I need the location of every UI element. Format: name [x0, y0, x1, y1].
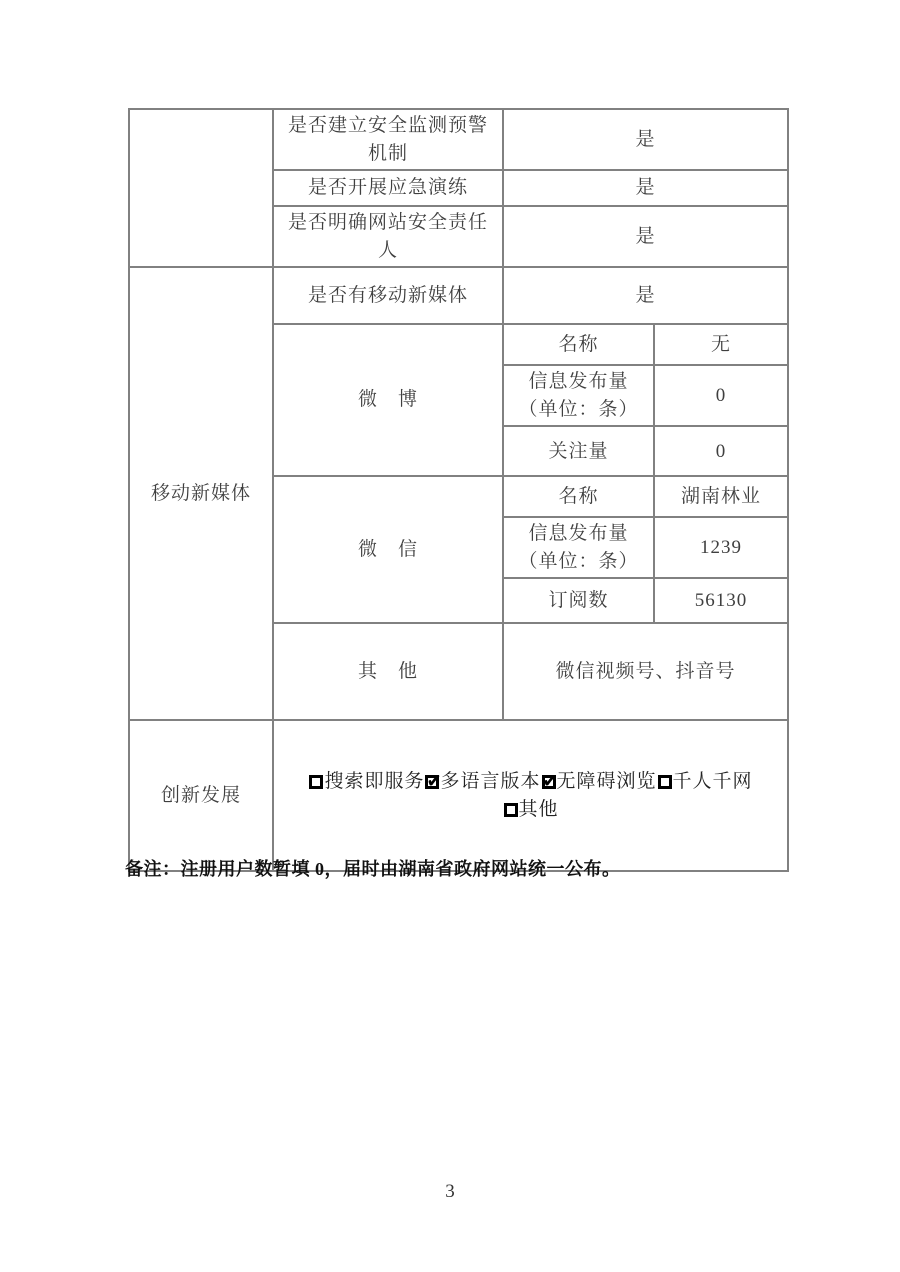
other-media-label: 其 他	[273, 623, 503, 720]
table-row	[129, 109, 788, 170]
checkbox-label: 无障碍浏览	[556, 771, 657, 793]
checkbox-checked-icon	[425, 775, 439, 789]
weibo-name-label: 名称	[503, 324, 654, 365]
security-officer-value: 是	[503, 206, 788, 267]
wechat-name-value: 湖南林业	[654, 476, 788, 517]
has-mobile-media-value: 是	[503, 267, 788, 324]
wechat-posts-value: 1239	[654, 517, 788, 578]
category-cell-innovation: 创新发展	[129, 720, 273, 871]
weibo-posts-label	[503, 365, 654, 426]
wechat-posts-label-line1: 信息发布量	[528, 523, 629, 545]
category-cell-empty	[129, 109, 273, 267]
emergency-drill-value: 是	[503, 170, 788, 206]
weibo-followers-label: 关注量	[503, 426, 654, 476]
security-monitoring-label: 是否建立安全监测预警机制	[273, 109, 503, 170]
checkbox-unchecked-icon	[309, 775, 323, 789]
checkbox-label: 多语言版本	[440, 771, 541, 793]
option-accessibility	[541, 768, 657, 796]
weibo-posts-value: 0	[654, 365, 788, 426]
other-media-value: 微信视频号、抖音号	[503, 623, 788, 720]
has-mobile-media-label: 是否有移动新媒体	[273, 267, 503, 324]
category-cell-mobile-media: 移动新媒体	[129, 267, 273, 720]
table-row	[129, 267, 788, 324]
security-monitoring-value: 是	[503, 109, 788, 170]
weibo-posts-label-line1: 信息发布量	[528, 371, 629, 393]
wechat-name-label: 名称	[503, 476, 654, 517]
page-number: 3	[445, 1181, 455, 1202]
table-row	[129, 720, 788, 871]
emergency-drill-label: 是否开展应急演练	[273, 170, 503, 206]
option-personalized-web	[657, 768, 753, 796]
checkbox-unchecked-icon	[504, 803, 518, 817]
wechat-label: 微 信	[273, 476, 503, 623]
weibo-name-value: 无	[654, 324, 788, 365]
wechat-posts-label-line2: （单位：条）	[518, 550, 639, 572]
wechat-subscribers-label: 订阅数	[503, 578, 654, 623]
checkbox-unchecked-icon	[658, 775, 672, 789]
innovation-options-cell	[273, 720, 788, 871]
report-table	[128, 108, 789, 872]
weibo-posts-label-line2: （单位：条）	[518, 398, 639, 420]
option-other	[503, 796, 559, 824]
option-multilingual	[424, 768, 540, 796]
checkbox-checked-icon	[542, 775, 556, 789]
option-search-as-service	[308, 768, 424, 796]
checkbox-label: 其他	[518, 798, 559, 820]
wechat-posts-label	[503, 517, 654, 578]
checkbox-label: 千人千网	[672, 771, 753, 793]
security-officer-label: 是否明确网站安全责任人	[273, 206, 503, 267]
weibo-label: 微 博	[273, 324, 503, 476]
wechat-subscribers-value: 56130	[654, 578, 788, 623]
weibo-followers-value: 0	[654, 426, 788, 476]
checkbox-label: 搜索即服务	[324, 771, 425, 793]
remark-note: 备注：注册用户数暂填 0，届时由湖南省政府网站统一公布。	[125, 859, 621, 879]
